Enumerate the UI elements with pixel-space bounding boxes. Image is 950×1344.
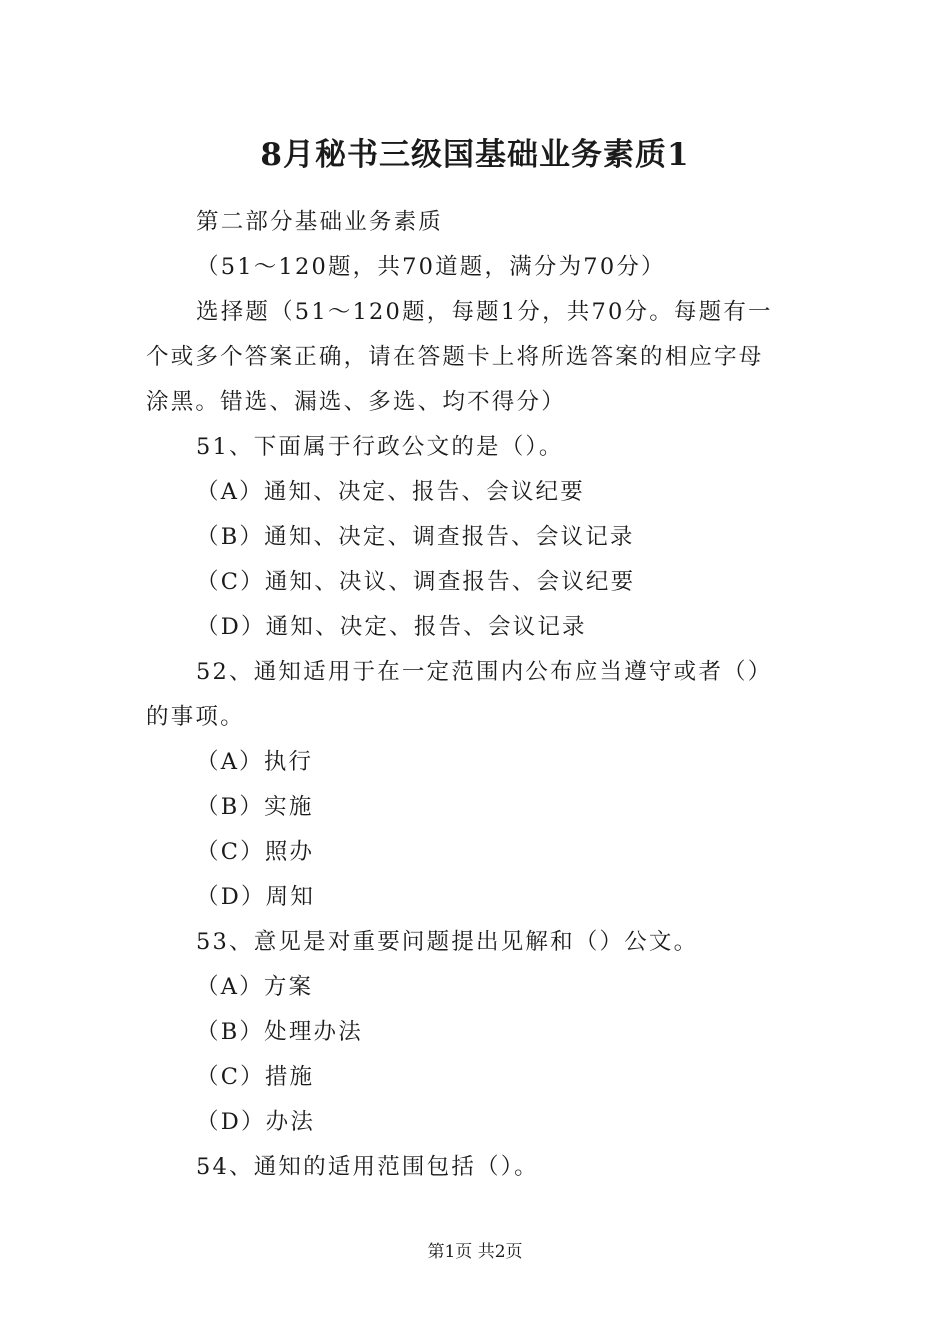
answer-option: （C）通知、决议、调查报告、会议纪要 (196, 569, 636, 595)
instructions-line: 涂黑。错选、漏选、多选、均不得分） (146, 389, 566, 415)
section-heading: 第二部分基础业务素质 (196, 209, 444, 235)
instructions-paragraph (146, 290, 810, 425)
question-stem-line: 52、通知适用于在一定范围内公布应当遵守或者（） (196, 659, 773, 685)
answer-option: （C）照办 (196, 839, 315, 865)
answer-option: （A）执行 (196, 749, 314, 775)
question-stem: 51、下面属于行政公文的是（）。 (196, 434, 564, 460)
answer-option: （A）通知、决定、报告、会议纪要 (196, 479, 585, 505)
question-stem: 53、意见是对重要问题提出见解和（）公文。 (196, 929, 699, 955)
page-footer: 第1页 共2页 (427, 1242, 523, 1262)
answer-option: （D）通知、决定、报告、会议记录 (196, 614, 587, 640)
question-stem-line: 的事项。 (146, 704, 245, 730)
answer-option: （B）处理办法 (196, 1019, 363, 1045)
answer-option: （D）办法 (196, 1109, 316, 1135)
question-stem (146, 650, 810, 740)
document-body (146, 200, 810, 1190)
section-range: （51～120题，共70道题，满分为70分） (196, 254, 666, 280)
document-title: 8月秘书三级国基础业务素质1 (260, 137, 690, 173)
instructions-line: 个或多个答案正确，请在答题卡上将所选答案的相应字母 (146, 344, 764, 370)
answer-option: （B）实施 (196, 794, 314, 820)
answer-option: （A）方案 (196, 974, 314, 1000)
answer-option: （C）措施 (196, 1064, 315, 1090)
answer-option: （D）周知 (196, 884, 316, 910)
instructions-line: 选择题（51～120题，每题1分，共70分。每题有一 (196, 299, 773, 325)
answer-option: （B）通知、决定、调查报告、会议记录 (196, 524, 635, 550)
question-stem: 54、通知的适用范围包括（）。 (196, 1154, 539, 1180)
